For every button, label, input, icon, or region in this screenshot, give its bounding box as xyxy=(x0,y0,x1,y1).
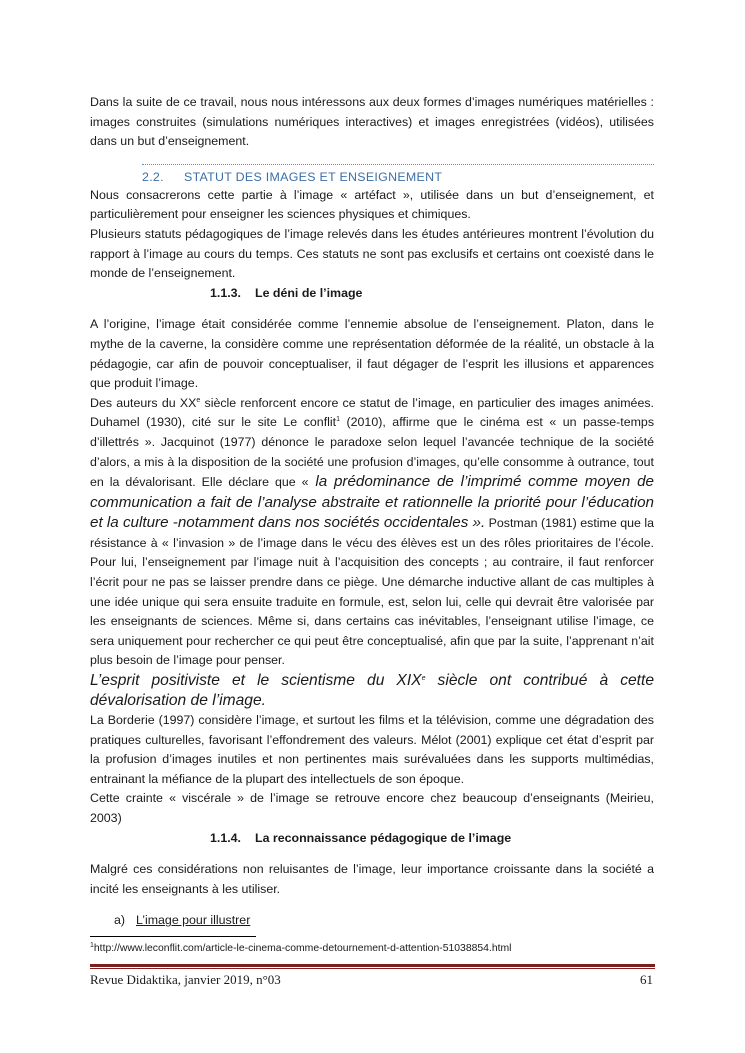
section-paragraph-2: Plusieurs statuts pédagogiques de l’image relevés dans les études antérieures montrent l’évolution du rapport à l’image au cours du temps. Ces statuts ne sont pas exclusifs et certains ont coexisté dans le monde de l’enseignement. xyxy=(90,226,654,281)
jacquinot-quote: la prédominance de l’imprimé comme moyen de communication a fait de l’analyse abstraite et rationnelle la priorité pour l’éducation et la culture -notamment dans nos sociétés occidentales ». xyxy=(90,473,654,532)
page-footer xyxy=(90,972,655,988)
subsection-number-2: 1.1.4. xyxy=(210,830,242,845)
subsection-heading-1 xyxy=(210,284,654,304)
reconnaissance-paragraph: Malgré ces considérations non reluisantes de l’image, leur importance croissante dans la société a incité les enseignants à les utiliser. xyxy=(90,862,654,896)
page-number: 61 xyxy=(640,972,653,987)
intro-paragraph: Dans la suite de ce travail, nous nous intéressons aux deux formes d’images numériques matérielles : images construites (simulations numériques interactives) et images enregistrées (vidéos), utilisées dans un but d’enseignement. xyxy=(90,95,654,149)
deni-paragraph-1: A l’origine, l’image était considérée comme l’ennemie absolue de l’enseignement. Platon, dans le mythe de la caverne, la considère comme une représentation déformée de la réalité, un obstacle à la pédagogie, car afin de pouvoir conceptualiser, il faut dégager de l’esprit les illusions et apparences que produit l’image. xyxy=(90,317,654,391)
footnote-ref[interactable]: 1 xyxy=(336,416,340,424)
subsection-number-1: 1.1.3. xyxy=(210,285,242,300)
footnote-link[interactable]: http://www.leconflit.com/article-le-cinema-comme-detournement-d-attention-51038854.html xyxy=(93,943,512,954)
section-number: 2.2. xyxy=(142,169,164,184)
list-label: a) xyxy=(114,913,126,928)
deni-paragraph-4: La Borderie (1997) considère l’image, et surtout les films et la télévision, comme une dégradation des pratiques culturelles, favorisant l’effondrement des valeurs. Mélot (2001) explique cet état d’esprit par la profusion d’images inutiles et non pertinentes mais surévaluées dans les supports multimédias, entrainant la méfiance de la plupart des intellectuels de son époque. xyxy=(90,713,654,786)
section-heading xyxy=(142,164,654,186)
list-item xyxy=(114,911,654,931)
journal-name: Revue Didaktika, janvier 2019, n°03 xyxy=(90,972,281,987)
subsection-heading-2 xyxy=(210,829,654,849)
list-item-text: L’image pour illustrer xyxy=(136,913,251,928)
subsection-title-2: La reconnaissance pédagogique de l’image xyxy=(255,830,512,845)
footnote xyxy=(90,942,511,956)
section-paragraph-1: Nous consacrerons cette partie à l’image « artéfact », utilisée dans un but d’enseignement, et particulièrement pour enseigner les sciences physiques et chimiques. xyxy=(90,187,654,222)
deni-paragraph-2: Des auteurs du XXe siècle renforcent encore ce statut de l’image, en particulier des images animées. Duhamel (1930), cité sur le site Le conflit$^1$ (2010), affirme que le cinéma est « un passe-temps d’illettrés ». Jacquinot (1977) dénonce le paradoxe selon lequel l’avancée technique de la société d’alors, a mis à la disposition de la société une profusion d’images, qu’elle consomme à outrance, tout en la dévalorisant. Elle déclare que « la prédominance de l’imprimé comme moyen de communication a fait de l’analyse abstraite et rationnelle la priorité pour l’éducation et la culture -notamment dans nos sociétés occidentales ». Postman (1981) estime que la résistance à « l’invasion » de l’image dans le vécu des élèves est un des rôles prioritaires de l’école. Pour lui, l’enseignement par l’image nuit à l’acquisition des concepts ; au contraire, il faut renforcer l’écrit pour ne pas se laisser prendre dans ce piège. Une démarche inductive allant de cas multiples à une idée unique qui sera ensuite traduite en formule, est, selon lui, celle qui devrait être valorisée par les enseignants de sciences. Même si, dans certains cas inévitables, l’enseignant utilise l’image, ce sera uniquement pour rechercher ce qui peut être conceptualisé, afin que par la suite, l’apprenant n’ait plus besoin de l’image pour penser. xyxy=(90,395,655,668)
deni-paragraph-3: L’esprit positiviste et le scientisme du XIXe siècle ont contribué à cette dévalorisation de l’image. xyxy=(90,672,654,710)
deni-paragraph-5: Cette crainte « viscérale » de l’image se retrouve encore chez beaucoup d’enseignants (Meirieu, 2003) xyxy=(90,791,654,825)
footer-rule-thick xyxy=(90,964,655,967)
footnote-separator xyxy=(90,936,256,937)
footer-rule-thin xyxy=(90,968,655,969)
page-body xyxy=(90,93,654,931)
footnote-mark: 1 xyxy=(90,942,94,949)
subsection-title-1: Le déni de l’image xyxy=(255,285,363,300)
section-title: STATUT DES IMAGES ET ENSEIGNEMENT xyxy=(184,169,443,184)
